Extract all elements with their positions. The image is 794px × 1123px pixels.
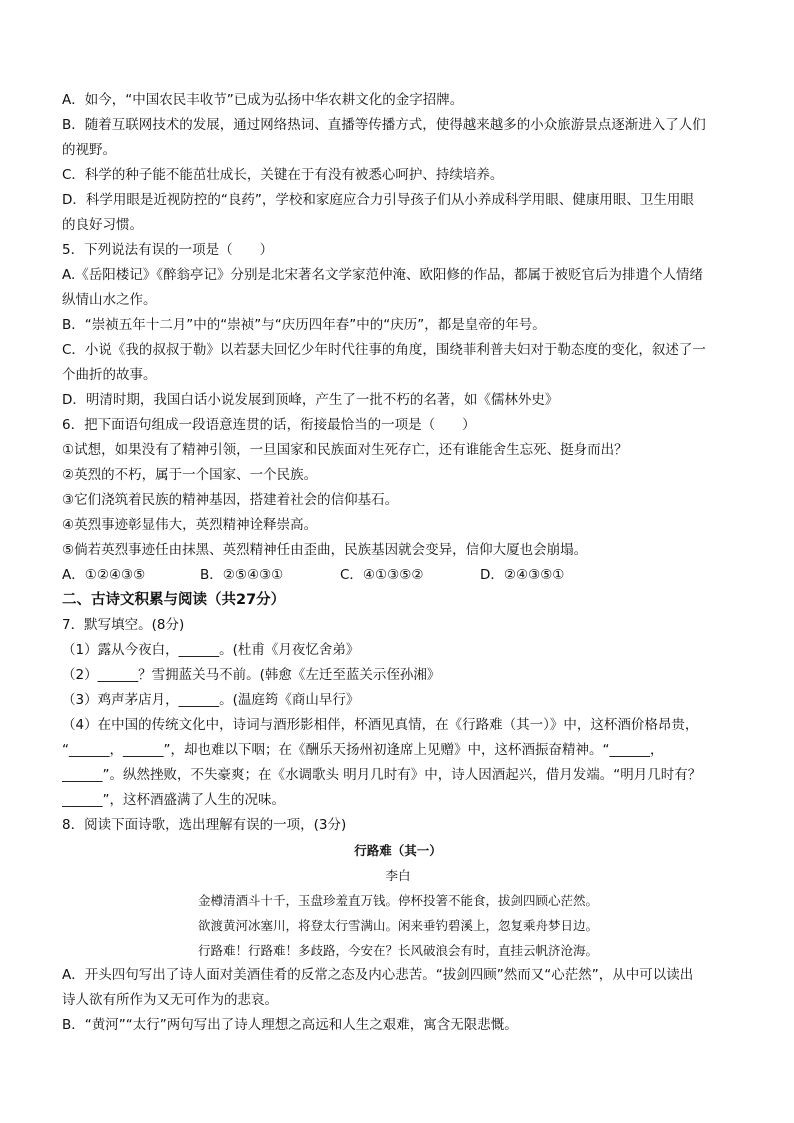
poem-line: 金樽清酒斗十千，玉盘珍羞直万钱。停杯投箸不能食，拔剑四顾心茫然。 [197,893,598,908]
q5-option-d: D．明清时期，我国白话小说发展到顶峰，产生了一批不朽的名著，如《儒林外史》 [62,392,559,408]
q8-option-a-line1: A．开头四句写出了诗人面对美酒佳肴的反常之态及内心悲苦。“拔剑四顾”然而又“心茫然”，从中可以读出 [62,967,694,983]
q8-option-b: B．“黄河”“太行”两句写出了诗人理想之高远和人生之艰难，寓含无限悲慨。 [62,1017,518,1033]
poem-line: 欲渡黄河冰塞川，将登太行雪满山。闲来垂钓碧溪上，忽复乘舟梦日边。 [197,918,598,933]
q6-option-b: B．②⑤④③① [200,567,284,583]
q8-stem: 8．阅读下面诗歌，选出理解有误的一项，(3分) [62,817,347,833]
q7-item-4-line3: ______”。纵然挫败，不失豪爽；在《水调歌头 明月几时有》中，诗人因酒起兴，借月发端。“明月几时有？ [62,767,702,783]
poem-line: 行路难！行路难！多歧路，今安在？长风破浪会有时，直挂云帆济沧海。 [197,943,598,958]
q5-option-b: B．“崇祯五年十二月”中的“崇祯”与“庆历四年春”中的“庆历”，都是皇帝的年号。 [62,317,546,333]
q6-sentence-4: ④英烈事迹彰显伟大，英烈精神诠释崇高。 [62,517,318,533]
q6-sentence-3: ③它们浇筑着民族的精神基因，搭建着社会的信仰基石。 [62,492,399,508]
q5-option-c-line1: C．小说《我的叔叔于勒》以若瑟夫回忆少年时代往事的角度，围绕菲利普夫妇对于勒态度的变化，叙述了一 [62,342,706,358]
q7-item-3: （3）鸡声茅店月，______。(温庭筠《商山早行》 [62,692,360,708]
q7-stem: 7．默写填空。(8分) [62,617,185,633]
q6-option-a: A．①②④③⑤ [62,567,146,583]
q8-option-a-line2: 诗人欲有所作为又无可作为的悲哀。 [62,992,278,1008]
q4-option-b-line2: 的视野。 [62,142,116,158]
q5-option-a-line1: A.《岳阳楼记》《醉翁亭记》分别是北宋著名文学家范仲淹、欧阳修的作品，都属于被贬官后为排遣个人情绪 [62,267,704,283]
q5-option-c-line2: 个曲折的故事。 [62,367,157,383]
q4-option-b-line1: B．随着互联网技术的发展，通过网络热词、直播等传播方式，使得越来越多的小众旅游景点逐渐进入了人们 [62,117,706,133]
q6-stem: 6．把下面语句组成一段语意连贯的话，衔接最恰当的一项是（ ） [62,417,476,433]
q7-item-4-line4: ______”，这杯酒盛满了人生的况味。 [62,792,285,808]
q7-item-4-line2: “______，______”，却也难以下咽；在《酬乐天扬州初逢席上见赠》中，这杯酒振奋精神。“______， [62,742,664,758]
q6-option-c: C．④①③⑤② [340,567,424,583]
q6-options [62,563,734,588]
q4-option-d-line1: D．科学用眼是近视防控的“良药”，学校和家庭应合力引导孩子们从小养成科学用眼、健康用眼、卫生用眼 [62,192,694,208]
q6-sentence-1: ①试想，如果没有了精神引领，一旦国家和民族面对生死存亡，还有谁能舍生忘死、挺身而出？ [62,442,628,458]
q6-sentence-5: ⑤倘若英烈事迹任由抹黑、英烈精神任由歪曲，民族基因就会变异，信仰大厦也会崩塌。 [62,542,588,558]
q7-item-4-line1: （4）在中国的传统文化中，诗词与酒形影相伴，杯酒见真情，在《行路难（其一）》中，这杯酒价格昂贵， [62,717,699,733]
q4-option-d-line2: 的良好习惯。 [62,217,143,233]
q4-option-a: A．如今，“中国农民丰收节”已成为弘扬中华农耕文化的金字招牌。 [62,92,464,108]
poem-author: 李白 [385,868,411,883]
exam-content [62,88,734,1038]
section-2-title: 二、古诗文积累与阅读（共27分） [62,592,286,608]
q5-stem: 5．下列说法有误的一项是（ ） [62,242,274,258]
poem-title: 行路难（其一） [354,843,442,858]
poem-block [62,838,734,963]
q7-item-1: （1）露从今夜白，______。(杜甫《月夜忆舍弟》 [62,642,360,658]
q7-item-2: （2）______？雪拥蓝关马不前。(韩愈《左迁至蓝关示侄孙湘》 [62,667,441,683]
q5-option-a-line2: 纵情山水之作。 [62,292,157,308]
q4-option-c: C．科学的种子能不能茁壮成长，关键在于有没有被悉心呵护、持续培养。 [62,167,504,183]
q6-option-d: D．②④③⑤① [480,567,565,583]
q6-sentence-2: ②英烈的不朽，属于一个国家、一个民族。 [62,467,318,483]
